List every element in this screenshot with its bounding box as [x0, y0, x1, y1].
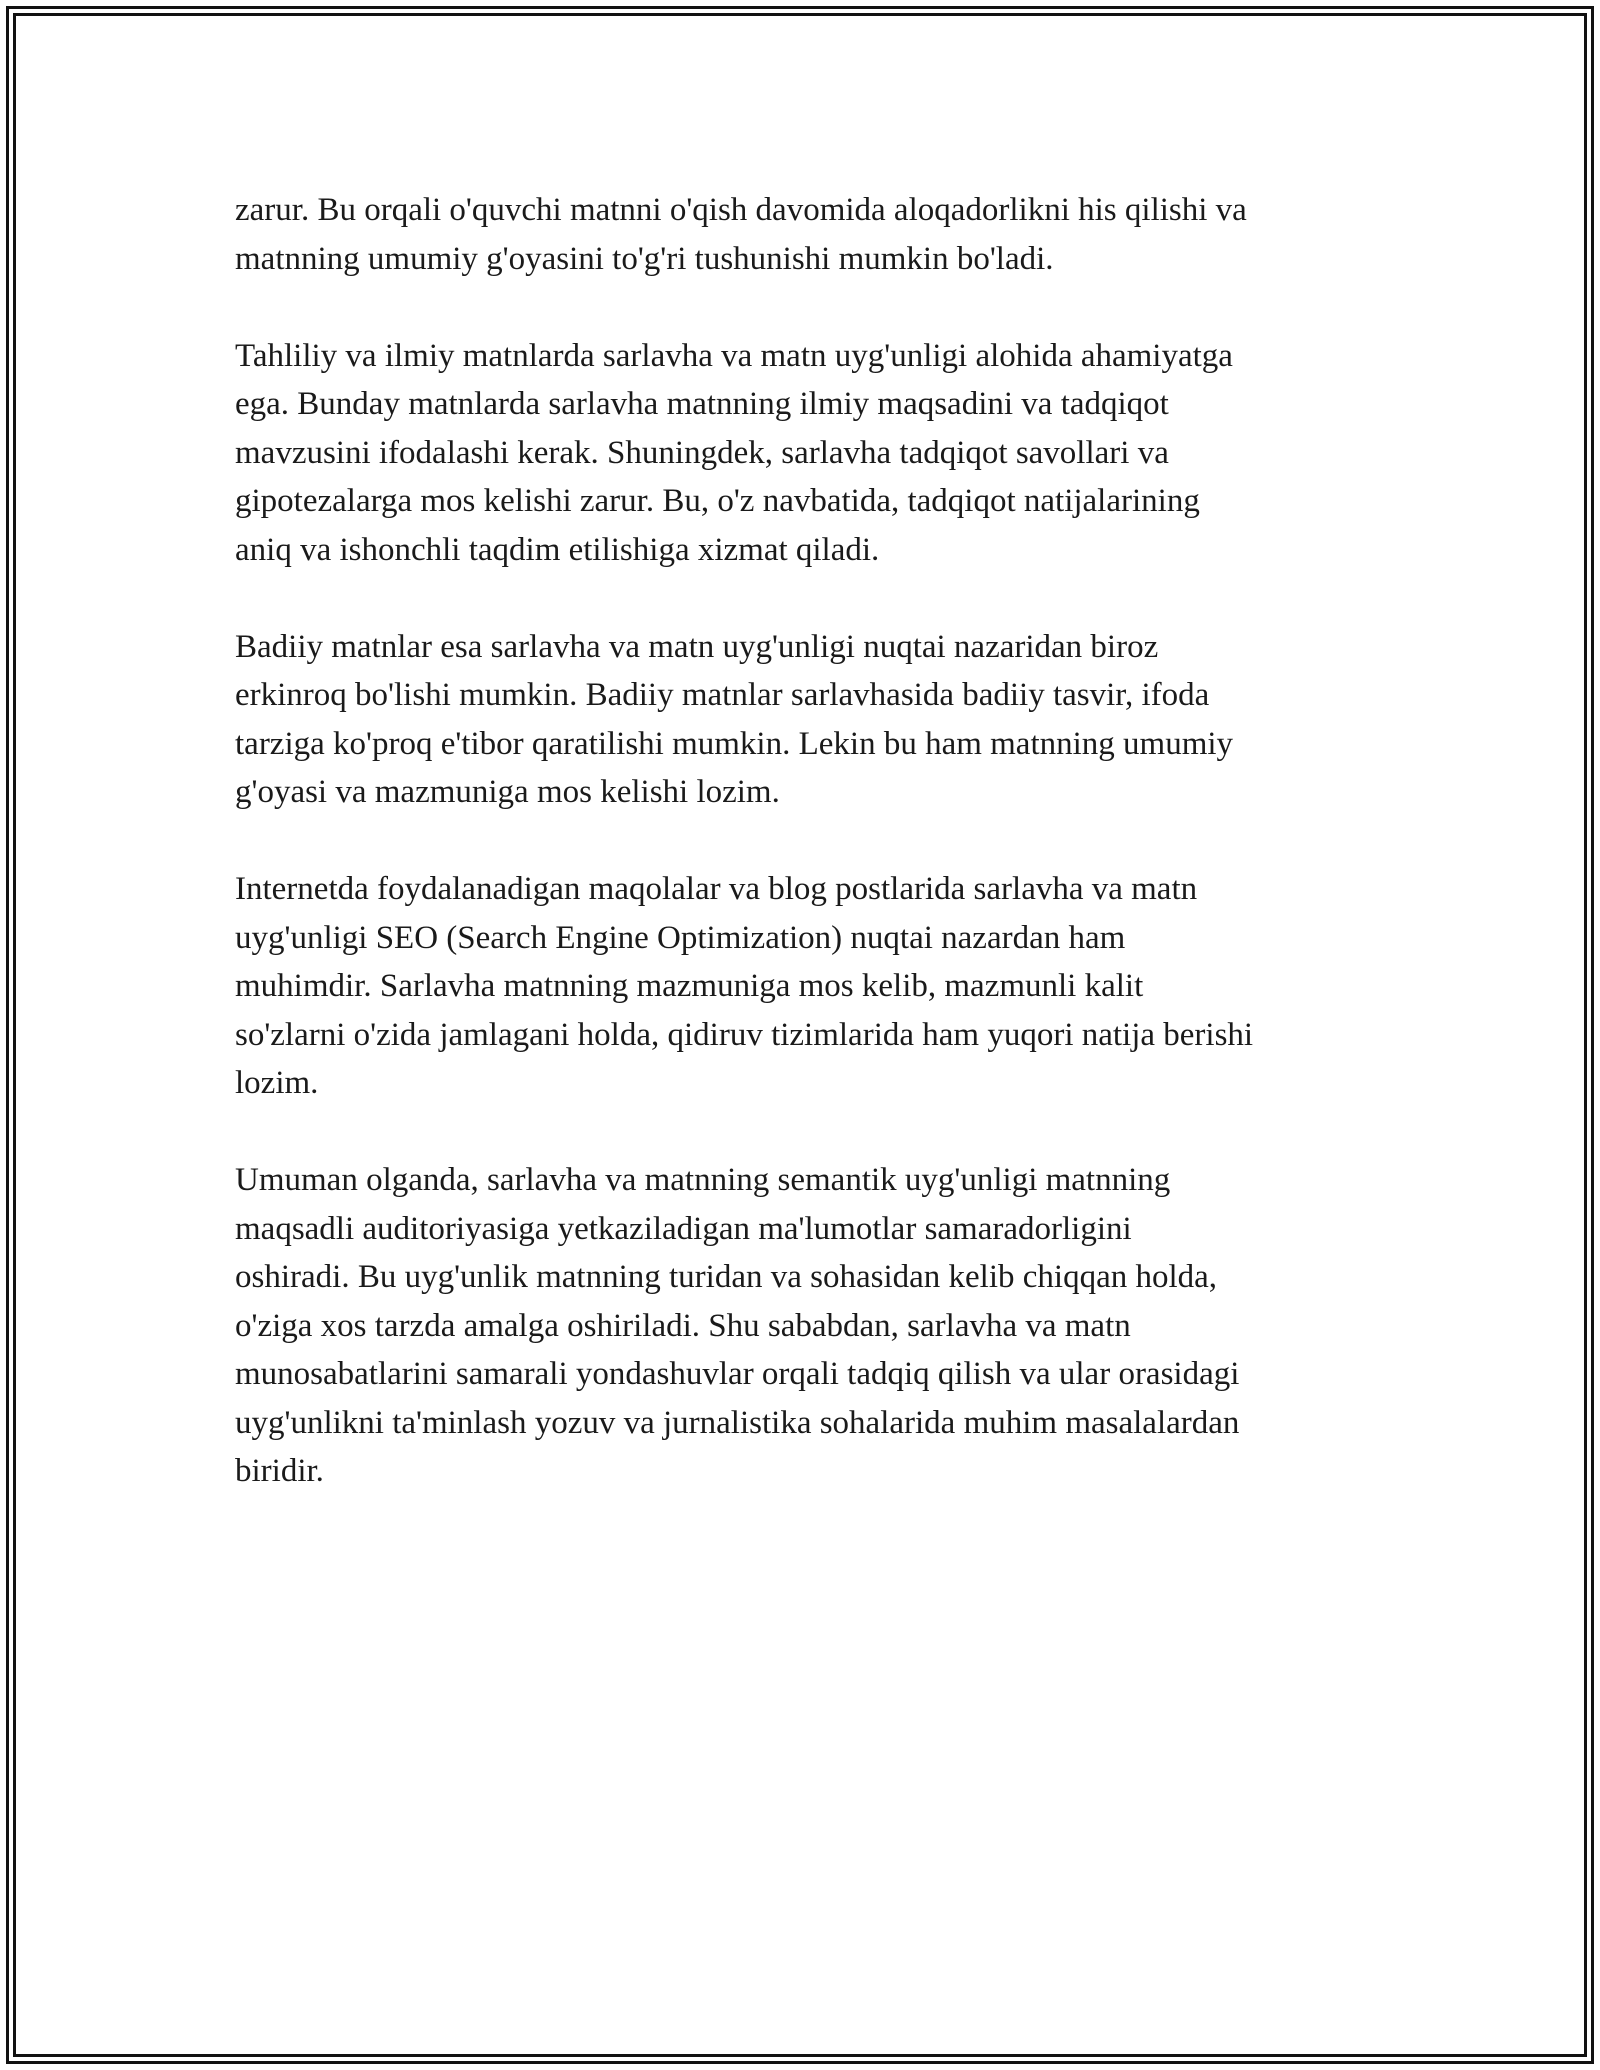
text-line: g'oyasi va mazmuniga mos kelishi lozim. — [235, 774, 780, 810]
text-line: Tahliliy va ilmiy matnlarda sarlavha va matn uyg'unligi alohida ahamiyatga — [235, 337, 1233, 374]
text-line: biridir. — [235, 1453, 324, 1489]
text-line: maqsadli auditoriyasiga yetkaziladigan ma'lumotlar samaradorligini — [235, 1210, 1132, 1247]
paragraph-5 — [235, 1156, 1375, 1496]
text-line: muhimdir. Sarlavha matnning mazmuniga mos kelib, mazmunli kalit — [235, 968, 1144, 1004]
paragraph-1 — [235, 186, 1375, 283]
text-line: lozim. — [235, 1065, 319, 1101]
text-line: gipotezalarga mos kelishi zarur. Bu, o'z navbatida, tadqiqot natijalarining — [235, 483, 1200, 519]
text-line: matnning umumiy g'oyasini to'g'ri tushunishi mumkin bo'ladi. — [235, 240, 1054, 277]
text-line: aniq va ishonchli taqdim etilishiga xizmat qiladi. — [235, 531, 880, 568]
paragraph-2 — [235, 332, 1375, 575]
text-line: o'ziga xos tarzda amalga oshiriladi. Shu sababdan, sarlavha va matn — [235, 1307, 1131, 1344]
text-line: tarziga ko'proq e'tibor qaratilishi mumkin. Lekin bu ham matnning umumiy — [235, 725, 1234, 762]
text-line: Internetda foydalanadigan maqolalar va blog postlarida sarlavha va matn — [235, 871, 1198, 907]
text-line: so'zlarni o'zida jamlagani holda, qidiruv tizimlarida ham yuqori natija berishi — [235, 1016, 1254, 1053]
text-line: mavzusini ifodalashi kerak. Shuningdek, sarlavha tadqiqot savollari va — [235, 434, 1169, 471]
text-line: erkinroq bo'lishi mumkin. Badiiy matnlar sarlavhasida badiiy tasvir, ifoda — [235, 677, 1210, 713]
text-line: munosabatlarini samarali yondashuvlar orqali tadqiq qilish va ular orasidagi — [235, 1356, 1240, 1392]
text-line: uyg'unlikni ta'minlash yozuv va jurnalistika sohalarida muhim masalalardan — [235, 1404, 1240, 1441]
text-line: uyg'unligi SEO (Search Engine Optimization) nuqtai nazardan ham — [235, 919, 1126, 956]
paragraph-4 — [235, 865, 1375, 1108]
text-line: zarur. Bu orqali o'quvchi matnni o'qish davomida aloqadorlikni his qilishi va — [235, 192, 1247, 228]
text-line: ega. Bunday matnlarda sarlavha matnning ilmiy maqsadini va tadqiqot — [235, 386, 1169, 422]
paragraph-3 — [235, 623, 1375, 817]
text-line: Umuman olganda, sarlavha va matnning semantik uyg'unligi matnning — [235, 1162, 1171, 1198]
text-line: oshiradi. Bu uyg'unlik matnning turidan va sohasidan kelib chiqqan holda, — [235, 1259, 1218, 1295]
document-body — [235, 186, 1375, 1544]
text-line: Badiiy matnlar esa sarlavha va matn uyg'unligi nuqtai nazaridan biroz — [235, 628, 1159, 665]
